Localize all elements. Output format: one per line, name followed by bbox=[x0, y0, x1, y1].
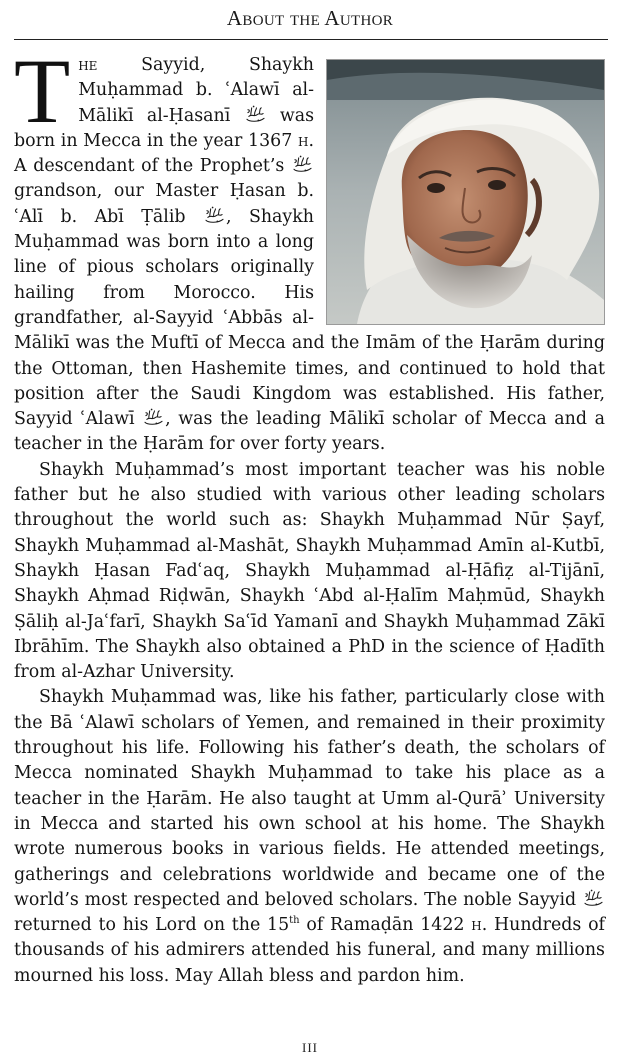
paragraph-2: Shaykh Muḥammad’s most important teacher was his noble father but he also studied with various other leading scholars throughout the world such as: Shaykh Muḥammad Nūr Ṣayf, Shaykh Muḥammad al-Mashāt, Shaykh Muḥammad Amīn al-Kutbī, Shaykh Ḥasan Fadʿaq, Shaykh Muḥammad al-Ḥāfiẓ al-Tijānī, Shaykh Aḥmad Riḍwān, Shaykh ʿAbd al-Ḥalīm Maḥmūd, Shaykh Ṣāliḥ al-Jaʿfarī, Shaykh Saʿīd Yamanī and Shaykh Muḥammad Zākī Ibrāhīm. The Shaykh also obtained a PhD in the science of Ḥadīth from al-Azhar University. bbox=[14, 459, 605, 683]
paragraph-1: The Sayyid, Shaykh Muḥammad b. ʿAlawī al-Mālikī al-Ḥasanī was born in Mecca in the year 1367 h. A descendant of the Prophet’s grandson, our Master Ḥasan b. ʿAlī b. Abī Ṭālib , Shaykh Muḥammad was born into a long line of pious scholars originally hailing from Morocco. His grandfather, al-Sayyid ʿAbbās al-Mālikī was the Muftī of Mecca and the Imām of the Ḥarām during the Ottoman, then Hashemite times, and continued to hold that position after the Saudi Kingdom was established. His father, Sayyid ʿAlawī , was the leading Mālikī scholar of Mecca and a teacher in the Ḥarām for over forty years. bbox=[14, 40, 605, 455]
author-photo bbox=[326, 59, 605, 325]
page-number: III bbox=[302, 1040, 318, 1055]
honorific-calligraphy-icon bbox=[583, 889, 604, 908]
honorific-calligraphy-icon bbox=[204, 206, 225, 225]
header-divider bbox=[14, 39, 608, 40]
honorific-calligraphy-icon bbox=[143, 408, 164, 427]
page-title: About the Author bbox=[226, 6, 394, 30]
honorific-calligraphy-icon bbox=[245, 105, 266, 124]
article-body bbox=[14, 40, 605, 989]
author-portrait-image bbox=[327, 60, 604, 324]
paragraph-3: Shaykh Muḥammad was, like his father, particularly close with the Bā ʿAlawī scholars of Yemen, and remained in their proximity throughout his life. Following his father’s death, the scholars of Mecca nominated Shaykh Muḥammad to take his place as a teacher in the Ḥarām. He also taught at Umm al-Qurāʾ University in Mecca and started his own school at his home. The Shaykh wrote numerous books in various fields. He attended meetings, gatherings and celebrations worldwide and became one of the world’s most respected and beloved scholars. The noble Sayyid returned to his Lord on the 15th of Ramaḍān 1422 h. Hundreds of thousands of his admirers attended his funeral, and many millions mourned his loss. May Allah bless and pardon him. bbox=[14, 687, 605, 986]
honorific-calligraphy-icon bbox=[292, 155, 313, 174]
drop-cap: T bbox=[14, 40, 71, 142]
